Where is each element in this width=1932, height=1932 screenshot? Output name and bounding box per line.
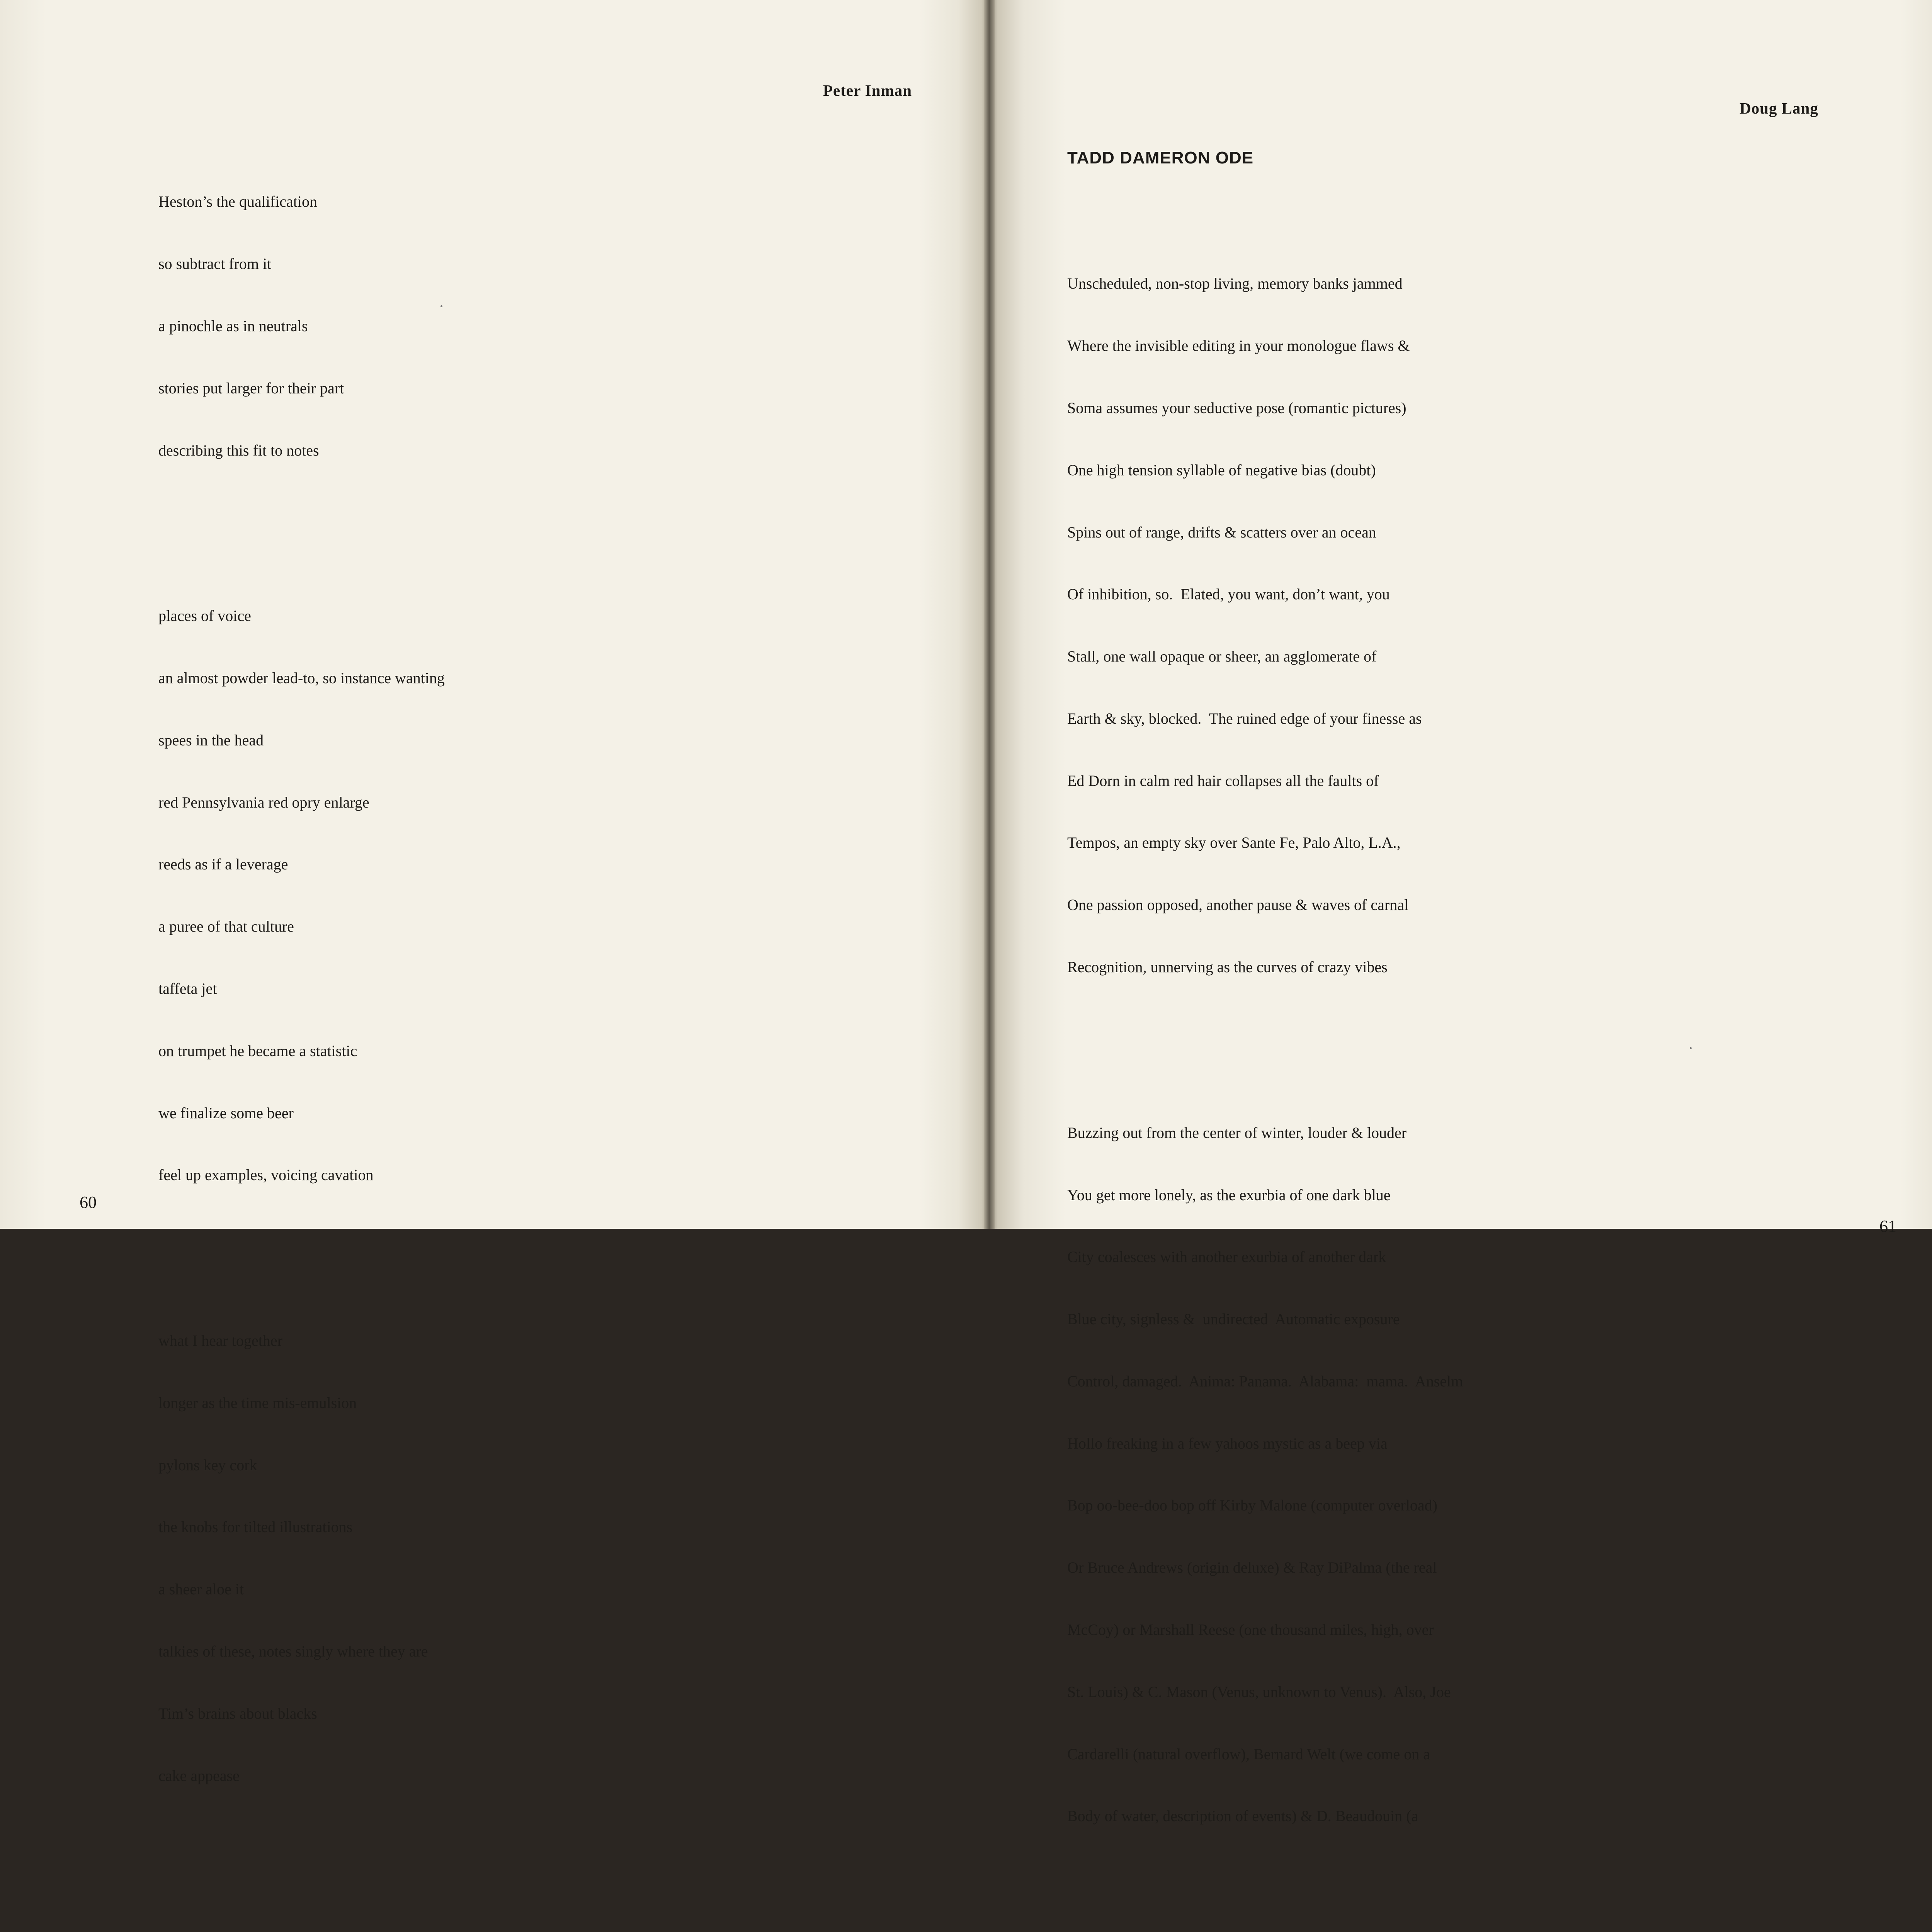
left-author: Peter Inman — [823, 82, 912, 99]
poem-line: Tim’s brains about blacks — [158, 1704, 317, 1722]
poem-line: what I hear together — [158, 1332, 282, 1350]
poem-line: places of voice — [158, 607, 251, 625]
poem-line: Body of water, description of events) & D. Beaudouin (a — [1067, 1807, 1418, 1825]
ink-speck — [440, 305, 442, 307]
poem-line: Tempos, an empty sky over Sante Fe, Palo Alto, L.A., — [1067, 834, 1401, 852]
left-page-number: 60 — [80, 1193, 97, 1212]
poem-line: describing this fit to notes — [158, 441, 319, 459]
poem-line: red Pennsylvania red opry enlarge — [158, 793, 369, 811]
poem-line: St. Louis) & C. Mason (Venus, unknown to Venus). Also, Joe — [1067, 1683, 1451, 1701]
poem-line: stories put larger for their part — [158, 379, 344, 397]
poem-line: You get more lonely, as the exurbia of one dark blue — [1067, 1186, 1391, 1204]
poem-line: Soma assumes your seductive pose (romantic pictures) — [1067, 399, 1406, 417]
poem-line: a pinochle as in neutrals — [158, 317, 308, 335]
poem-line: we finalize some beer — [158, 1104, 294, 1122]
poem-line: Spins out of range, drifts & scatters over an ocean — [1067, 523, 1376, 541]
poem-line: Unscheduled, non-stop living, memory banks jammed — [1067, 275, 1403, 293]
poem-line: spees in the head — [158, 731, 264, 749]
poem-line: taffeta jet — [158, 980, 217, 997]
ink-speck — [1690, 1047, 1692, 1049]
left-page — [0, 0, 988, 1784]
right-page — [988, 0, 1932, 1825]
poem-line: longer as the time mis-emulsion — [158, 1394, 357, 1412]
stanza — [158, 150, 445, 502]
poem-line: feel up examples, voicing cavation — [158, 1166, 374, 1184]
poem-line: Recognition, unnerving as the curves of crazy vibes — [1067, 958, 1388, 976]
poem-line: talkies of these, notes singly where they are — [158, 1642, 428, 1660]
poem-line: a puree of that culture — [158, 918, 294, 935]
stanza — [1067, 1081, 1463, 1868]
stanza — [158, 1289, 445, 1827]
stanza — [158, 564, 445, 1227]
poem-title: TADD DAMERON ODE — [1067, 148, 1254, 167]
poem-line: Stall, one wall opaque or sheer, an agglomerate of — [1067, 648, 1377, 665]
poem-line: Bop oo-bee-doo bop off Kirby Malone (computer overload) — [1067, 1497, 1437, 1514]
poem-line: One high tension syllable of negative bias (doubt) — [1067, 461, 1376, 479]
left-poem — [158, 109, 445, 1932]
poem-line: Buzzing out from the center of winter, louder & louder — [1067, 1124, 1407, 1141]
poem-line: Heston’s the qualification — [158, 193, 318, 211]
poem-line: Blue city, signless & undirected Automatic exposure — [1067, 1310, 1400, 1328]
poem-line: Cardarelli (natural overflow), Bernard Welt (we come on a — [1067, 1745, 1430, 1763]
right-poem — [1067, 190, 1463, 1932]
poem-line: Where the invisible editing in your monologue flaws & — [1067, 337, 1410, 355]
poem-line: Ed Dorn in calm red hair collapses all the faults of — [1067, 772, 1379, 789]
poem-line: Earth & sky, blocked. The ruined edge of your finesse as — [1067, 709, 1422, 727]
book-gutter — [984, 0, 995, 1229]
poem-line: Hollo freaking in a few yahoos mystic as a beep via — [1067, 1434, 1388, 1452]
poem-line: City coalesces with another exurbia of another dark — [1067, 1248, 1386, 1266]
poem-line: reeds as if a leverage — [158, 855, 288, 873]
poem-line: cake appease — [158, 1767, 240, 1784]
stanza — [158, 1889, 445, 1932]
right-author: Doug Lang — [1740, 99, 1818, 117]
poem-line: an almost powder lead-to, so instance wanting — [158, 669, 445, 687]
poem-line: One passion opposed, another pause & waves of carnal — [1067, 896, 1409, 914]
poem-line: pylons key cork — [158, 1456, 257, 1474]
poem-line: on trumpet he became a statistic — [158, 1042, 357, 1060]
poem-line: Or Bruce Andrews (origin deluxe) & Ray DiPalma (the real — [1067, 1559, 1437, 1577]
poem-line: the knobs for tilted illustrations — [158, 1518, 353, 1536]
poem-line: Control, damaged. Anima: Panama. Alabama: mama. Anselm — [1067, 1372, 1463, 1390]
poem-line: a sheer aloe it — [158, 1580, 244, 1598]
poem-line: so subtract from it — [158, 255, 272, 273]
poem-line: McCoy) or Marshall Reese (one thousand miles, high, over — [1067, 1621, 1434, 1638]
stanza — [1067, 232, 1463, 1019]
poem-line: Of inhibition, so. Elated, you want, don’t want, you — [1067, 585, 1390, 603]
stanza — [1067, 1930, 1463, 1932]
right-page-number: 61 — [1879, 1217, 1896, 1236]
